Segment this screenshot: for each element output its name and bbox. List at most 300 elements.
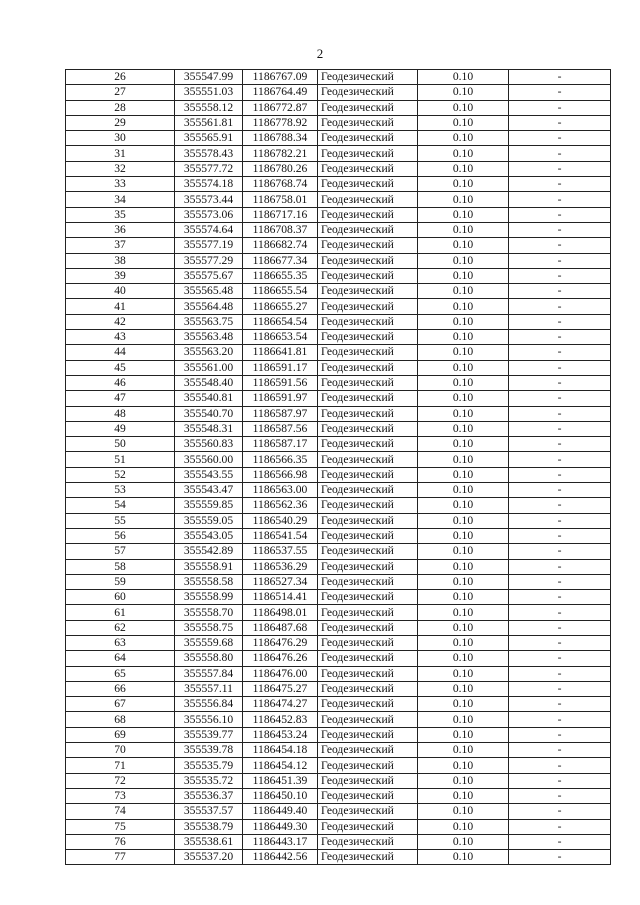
method-cell: Геодезический bbox=[318, 391, 418, 406]
x-coordinate-cell: 355559.05 bbox=[175, 513, 243, 528]
precision-cell: 0.10 bbox=[418, 177, 509, 192]
point-number-cell: 71 bbox=[66, 758, 175, 773]
y-coordinate-cell: 1186514.41 bbox=[243, 590, 318, 605]
method-cell: Геодезический bbox=[318, 727, 418, 742]
method-cell: Геодезический bbox=[318, 115, 418, 130]
table-row bbox=[66, 727, 611, 742]
precision-cell: 0.10 bbox=[418, 666, 509, 681]
note-cell: - bbox=[509, 253, 611, 268]
point-number-cell: 45 bbox=[66, 360, 175, 375]
point-number-cell: 64 bbox=[66, 651, 175, 666]
note-cell: - bbox=[509, 437, 611, 452]
note-cell: - bbox=[509, 498, 611, 513]
point-number-cell: 74 bbox=[66, 804, 175, 819]
table-row bbox=[66, 100, 611, 115]
note-cell: - bbox=[509, 131, 611, 146]
note-cell: - bbox=[509, 406, 611, 421]
y-coordinate-cell: 1186454.12 bbox=[243, 758, 318, 773]
precision-cell: 0.10 bbox=[418, 222, 509, 237]
note-cell: - bbox=[509, 391, 611, 406]
method-cell: Геодезический bbox=[318, 299, 418, 314]
x-coordinate-cell: 355535.72 bbox=[175, 773, 243, 788]
table-row bbox=[66, 131, 611, 146]
table-row bbox=[66, 268, 611, 283]
note-cell: - bbox=[509, 743, 611, 758]
x-coordinate-cell: 355561.00 bbox=[175, 360, 243, 375]
point-number-cell: 42 bbox=[66, 314, 175, 329]
precision-cell: 0.10 bbox=[418, 330, 509, 345]
table-row bbox=[66, 85, 611, 100]
precision-cell: 0.10 bbox=[418, 268, 509, 283]
point-number-cell: 39 bbox=[66, 268, 175, 283]
y-coordinate-cell: 1186454.18 bbox=[243, 743, 318, 758]
point-number-cell: 70 bbox=[66, 743, 175, 758]
y-coordinate-cell: 1186788.34 bbox=[243, 131, 318, 146]
method-cell: Геодезический bbox=[318, 467, 418, 482]
x-coordinate-cell: 355537.20 bbox=[175, 850, 243, 865]
table-row bbox=[66, 498, 611, 513]
point-number-cell: 33 bbox=[66, 177, 175, 192]
note-cell: - bbox=[509, 727, 611, 742]
point-number-cell: 41 bbox=[66, 299, 175, 314]
note-cell: - bbox=[509, 207, 611, 222]
precision-cell: 0.10 bbox=[418, 437, 509, 452]
y-coordinate-cell: 1186653.54 bbox=[243, 330, 318, 345]
point-number-cell: 55 bbox=[66, 513, 175, 528]
note-cell: - bbox=[509, 544, 611, 559]
x-coordinate-cell: 355561.81 bbox=[175, 115, 243, 130]
precision-cell: 0.10 bbox=[418, 620, 509, 635]
point-number-cell: 43 bbox=[66, 330, 175, 345]
x-coordinate-cell: 355535.79 bbox=[175, 758, 243, 773]
method-cell: Геодезический bbox=[318, 697, 418, 712]
method-cell: Геодезический bbox=[318, 177, 418, 192]
method-cell: Геодезический bbox=[318, 161, 418, 176]
note-cell: - bbox=[509, 330, 611, 345]
y-coordinate-cell: 1186591.97 bbox=[243, 391, 318, 406]
precision-cell: 0.10 bbox=[418, 467, 509, 482]
method-cell: Геодезический bbox=[318, 681, 418, 696]
precision-cell: 0.10 bbox=[418, 421, 509, 436]
x-coordinate-cell: 355558.80 bbox=[175, 651, 243, 666]
point-number-cell: 30 bbox=[66, 131, 175, 146]
precision-cell: 0.10 bbox=[418, 146, 509, 161]
y-coordinate-cell: 1186476.26 bbox=[243, 651, 318, 666]
point-number-cell: 46 bbox=[66, 375, 175, 390]
note-cell: - bbox=[509, 222, 611, 237]
precision-cell: 0.10 bbox=[418, 681, 509, 696]
method-cell: Геодезический bbox=[318, 666, 418, 681]
point-number-cell: 75 bbox=[66, 819, 175, 834]
point-number-cell: 29 bbox=[66, 115, 175, 130]
method-cell: Геодезический bbox=[318, 421, 418, 436]
precision-cell: 0.10 bbox=[418, 131, 509, 146]
y-coordinate-cell: 1186566.98 bbox=[243, 467, 318, 482]
y-coordinate-cell: 1186451.39 bbox=[243, 773, 318, 788]
y-coordinate-cell: 1186487.68 bbox=[243, 620, 318, 635]
table-row bbox=[66, 177, 611, 192]
point-number-cell: 49 bbox=[66, 421, 175, 436]
table-row bbox=[66, 115, 611, 130]
method-cell: Геодезический bbox=[318, 819, 418, 834]
point-number-cell: 72 bbox=[66, 773, 175, 788]
point-number-cell: 37 bbox=[66, 238, 175, 253]
note-cell: - bbox=[509, 697, 611, 712]
method-cell: Геодезический bbox=[318, 635, 418, 650]
x-coordinate-cell: 355559.85 bbox=[175, 498, 243, 513]
x-coordinate-cell: 355558.12 bbox=[175, 100, 243, 115]
coordinates-table bbox=[65, 69, 611, 865]
note-cell: - bbox=[509, 146, 611, 161]
precision-cell: 0.10 bbox=[418, 100, 509, 115]
note-cell: - bbox=[509, 467, 611, 482]
method-cell: Геодезический bbox=[318, 544, 418, 559]
y-coordinate-cell: 1186474.27 bbox=[243, 697, 318, 712]
precision-cell: 0.10 bbox=[418, 727, 509, 742]
note-cell: - bbox=[509, 850, 611, 865]
x-coordinate-cell: 355557.84 bbox=[175, 666, 243, 681]
y-coordinate-cell: 1186772.87 bbox=[243, 100, 318, 115]
table-row bbox=[66, 513, 611, 528]
note-cell: - bbox=[509, 712, 611, 727]
method-cell: Геодезический bbox=[318, 834, 418, 849]
y-coordinate-cell: 1186476.29 bbox=[243, 635, 318, 650]
y-coordinate-cell: 1186767.09 bbox=[243, 70, 318, 85]
table-row bbox=[66, 804, 611, 819]
x-coordinate-cell: 355539.78 bbox=[175, 743, 243, 758]
precision-cell: 0.10 bbox=[418, 406, 509, 421]
table-row bbox=[66, 452, 611, 467]
y-coordinate-cell: 1186708.37 bbox=[243, 222, 318, 237]
precision-cell: 0.10 bbox=[418, 850, 509, 865]
y-coordinate-cell: 1186540.29 bbox=[243, 513, 318, 528]
table-row bbox=[66, 773, 611, 788]
note-cell: - bbox=[509, 819, 611, 834]
point-number-cell: 28 bbox=[66, 100, 175, 115]
y-coordinate-cell: 1186587.17 bbox=[243, 437, 318, 452]
precision-cell: 0.10 bbox=[418, 651, 509, 666]
precision-cell: 0.10 bbox=[418, 819, 509, 834]
precision-cell: 0.10 bbox=[418, 161, 509, 176]
note-cell: - bbox=[509, 299, 611, 314]
y-coordinate-cell: 1186591.17 bbox=[243, 360, 318, 375]
y-coordinate-cell: 1186655.27 bbox=[243, 299, 318, 314]
point-number-cell: 61 bbox=[66, 605, 175, 620]
precision-cell: 0.10 bbox=[418, 360, 509, 375]
note-cell: - bbox=[509, 192, 611, 207]
method-cell: Геодезический bbox=[318, 70, 418, 85]
y-coordinate-cell: 1186449.30 bbox=[243, 819, 318, 834]
x-coordinate-cell: 355556.10 bbox=[175, 712, 243, 727]
table-row bbox=[66, 819, 611, 834]
precision-cell: 0.10 bbox=[418, 528, 509, 543]
method-cell: Геодезический bbox=[318, 590, 418, 605]
x-coordinate-cell: 355547.99 bbox=[175, 70, 243, 85]
table-row bbox=[66, 238, 611, 253]
note-cell: - bbox=[509, 574, 611, 589]
x-coordinate-cell: 355558.70 bbox=[175, 605, 243, 620]
note-cell: - bbox=[509, 85, 611, 100]
precision-cell: 0.10 bbox=[418, 207, 509, 222]
x-coordinate-cell: 355560.83 bbox=[175, 437, 243, 452]
x-coordinate-cell: 355558.75 bbox=[175, 620, 243, 635]
table-row bbox=[66, 590, 611, 605]
y-coordinate-cell: 1186566.35 bbox=[243, 452, 318, 467]
note-cell: - bbox=[509, 773, 611, 788]
point-number-cell: 66 bbox=[66, 681, 175, 696]
y-coordinate-cell: 1186527.34 bbox=[243, 574, 318, 589]
point-number-cell: 35 bbox=[66, 207, 175, 222]
x-coordinate-cell: 355538.61 bbox=[175, 834, 243, 849]
x-coordinate-cell: 355540.81 bbox=[175, 391, 243, 406]
method-cell: Геодезический bbox=[318, 651, 418, 666]
table-row bbox=[66, 375, 611, 390]
method-cell: Геодезический bbox=[318, 253, 418, 268]
x-coordinate-cell: 355577.72 bbox=[175, 161, 243, 176]
y-coordinate-cell: 1186654.54 bbox=[243, 314, 318, 329]
y-coordinate-cell: 1186498.01 bbox=[243, 605, 318, 620]
method-cell: Геодезический bbox=[318, 360, 418, 375]
y-coordinate-cell: 1186587.97 bbox=[243, 406, 318, 421]
x-coordinate-cell: 355563.75 bbox=[175, 314, 243, 329]
method-cell: Геодезический bbox=[318, 437, 418, 452]
table-row bbox=[66, 161, 611, 176]
method-cell: Геодезический bbox=[318, 620, 418, 635]
y-coordinate-cell: 1186541.54 bbox=[243, 528, 318, 543]
note-cell: - bbox=[509, 620, 611, 635]
y-coordinate-cell: 1186768.74 bbox=[243, 177, 318, 192]
method-cell: Геодезический bbox=[318, 330, 418, 345]
x-coordinate-cell: 355557.11 bbox=[175, 681, 243, 696]
precision-cell: 0.10 bbox=[418, 284, 509, 299]
x-coordinate-cell: 355543.47 bbox=[175, 483, 243, 498]
method-cell: Геодезический bbox=[318, 498, 418, 513]
point-number-cell: 31 bbox=[66, 146, 175, 161]
note-cell: - bbox=[509, 284, 611, 299]
precision-cell: 0.10 bbox=[418, 635, 509, 650]
x-coordinate-cell: 355558.99 bbox=[175, 590, 243, 605]
note-cell: - bbox=[509, 788, 611, 803]
point-number-cell: 73 bbox=[66, 788, 175, 803]
x-coordinate-cell: 355556.84 bbox=[175, 697, 243, 712]
y-coordinate-cell: 1186758.01 bbox=[243, 192, 318, 207]
point-number-cell: 36 bbox=[66, 222, 175, 237]
page-number: 2 bbox=[316, 46, 324, 61]
y-coordinate-cell: 1186641.81 bbox=[243, 345, 318, 360]
table-row bbox=[66, 222, 611, 237]
point-number-cell: 69 bbox=[66, 727, 175, 742]
table-row bbox=[66, 406, 611, 421]
table-row bbox=[66, 437, 611, 452]
y-coordinate-cell: 1186443.17 bbox=[243, 834, 318, 849]
x-coordinate-cell: 355539.77 bbox=[175, 727, 243, 742]
point-number-cell: 50 bbox=[66, 437, 175, 452]
point-number-cell: 47 bbox=[66, 391, 175, 406]
precision-cell: 0.10 bbox=[418, 238, 509, 253]
table-row bbox=[66, 681, 611, 696]
point-number-cell: 76 bbox=[66, 834, 175, 849]
precision-cell: 0.10 bbox=[418, 544, 509, 559]
y-coordinate-cell: 1186717.16 bbox=[243, 207, 318, 222]
method-cell: Геодезический bbox=[318, 850, 418, 865]
table-row bbox=[66, 299, 611, 314]
y-coordinate-cell: 1186563.00 bbox=[243, 483, 318, 498]
point-number-cell: 57 bbox=[66, 544, 175, 559]
x-coordinate-cell: 355537.57 bbox=[175, 804, 243, 819]
y-coordinate-cell: 1186591.56 bbox=[243, 375, 318, 390]
y-coordinate-cell: 1186450.10 bbox=[243, 788, 318, 803]
note-cell: - bbox=[509, 161, 611, 176]
x-coordinate-cell: 355574.18 bbox=[175, 177, 243, 192]
precision-cell: 0.10 bbox=[418, 513, 509, 528]
precision-cell: 0.10 bbox=[418, 115, 509, 130]
x-coordinate-cell: 355558.91 bbox=[175, 559, 243, 574]
point-number-cell: 54 bbox=[66, 498, 175, 513]
precision-cell: 0.10 bbox=[418, 192, 509, 207]
x-coordinate-cell: 355578.43 bbox=[175, 146, 243, 161]
table-row bbox=[66, 70, 611, 85]
precision-cell: 0.10 bbox=[418, 559, 509, 574]
y-coordinate-cell: 1186780.26 bbox=[243, 161, 318, 176]
table-row bbox=[66, 146, 611, 161]
x-coordinate-cell: 355560.00 bbox=[175, 452, 243, 467]
note-cell: - bbox=[509, 452, 611, 467]
x-coordinate-cell: 355543.05 bbox=[175, 528, 243, 543]
point-number-cell: 56 bbox=[66, 528, 175, 543]
y-coordinate-cell: 1186677.34 bbox=[243, 253, 318, 268]
x-coordinate-cell: 355575.67 bbox=[175, 268, 243, 283]
x-coordinate-cell: 355577.19 bbox=[175, 238, 243, 253]
x-coordinate-cell: 355542.89 bbox=[175, 544, 243, 559]
method-cell: Геодезический bbox=[318, 758, 418, 773]
table-row bbox=[66, 253, 611, 268]
precision-cell: 0.10 bbox=[418, 697, 509, 712]
precision-cell: 0.10 bbox=[418, 70, 509, 85]
table-row bbox=[66, 207, 611, 222]
x-coordinate-cell: 355558.58 bbox=[175, 574, 243, 589]
x-coordinate-cell: 355538.79 bbox=[175, 819, 243, 834]
table-row bbox=[66, 284, 611, 299]
y-coordinate-cell: 1186782.21 bbox=[243, 146, 318, 161]
method-cell: Геодезический bbox=[318, 222, 418, 237]
precision-cell: 0.10 bbox=[418, 758, 509, 773]
y-coordinate-cell: 1186655.35 bbox=[243, 268, 318, 283]
point-number-cell: 52 bbox=[66, 467, 175, 482]
note-cell: - bbox=[509, 834, 611, 849]
note-cell: - bbox=[509, 115, 611, 130]
precision-cell: 0.10 bbox=[418, 85, 509, 100]
method-cell: Геодезический bbox=[318, 192, 418, 207]
y-coordinate-cell: 1186449.40 bbox=[243, 804, 318, 819]
note-cell: - bbox=[509, 375, 611, 390]
y-coordinate-cell: 1186562.36 bbox=[243, 498, 318, 513]
precision-cell: 0.10 bbox=[418, 483, 509, 498]
table-row bbox=[66, 192, 611, 207]
method-cell: Геодезический bbox=[318, 406, 418, 421]
note-cell: - bbox=[509, 666, 611, 681]
x-coordinate-cell: 355548.31 bbox=[175, 421, 243, 436]
x-coordinate-cell: 355574.64 bbox=[175, 222, 243, 237]
x-coordinate-cell: 355565.48 bbox=[175, 284, 243, 299]
precision-cell: 0.10 bbox=[418, 299, 509, 314]
precision-cell: 0.10 bbox=[418, 788, 509, 803]
point-number-cell: 38 bbox=[66, 253, 175, 268]
method-cell: Геодезический bbox=[318, 131, 418, 146]
point-number-cell: 59 bbox=[66, 574, 175, 589]
precision-cell: 0.10 bbox=[418, 391, 509, 406]
table-row bbox=[66, 758, 611, 773]
method-cell: Геодезический bbox=[318, 559, 418, 574]
y-coordinate-cell: 1186476.00 bbox=[243, 666, 318, 681]
x-coordinate-cell: 355573.06 bbox=[175, 207, 243, 222]
coordinates-table-body bbox=[66, 70, 611, 865]
x-coordinate-cell: 355563.48 bbox=[175, 330, 243, 345]
x-coordinate-cell: 355573.44 bbox=[175, 192, 243, 207]
table-row bbox=[66, 834, 611, 849]
method-cell: Геодезический bbox=[318, 804, 418, 819]
table-row bbox=[66, 666, 611, 681]
table-row bbox=[66, 620, 611, 635]
precision-cell: 0.10 bbox=[418, 834, 509, 849]
point-number-cell: 67 bbox=[66, 697, 175, 712]
method-cell: Геодезический bbox=[318, 345, 418, 360]
note-cell: - bbox=[509, 345, 611, 360]
table-row bbox=[66, 697, 611, 712]
note-cell: - bbox=[509, 483, 611, 498]
point-number-cell: 77 bbox=[66, 850, 175, 865]
table-row bbox=[66, 360, 611, 375]
x-coordinate-cell: 355563.20 bbox=[175, 345, 243, 360]
note-cell: - bbox=[509, 421, 611, 436]
point-number-cell: 60 bbox=[66, 590, 175, 605]
method-cell: Геодезический bbox=[318, 314, 418, 329]
note-cell: - bbox=[509, 268, 611, 283]
note-cell: - bbox=[509, 605, 611, 620]
note-cell: - bbox=[509, 758, 611, 773]
note-cell: - bbox=[509, 513, 611, 528]
table-row bbox=[66, 712, 611, 727]
table-row bbox=[66, 483, 611, 498]
table-row bbox=[66, 743, 611, 758]
note-cell: - bbox=[509, 651, 611, 666]
y-coordinate-cell: 1186682.74 bbox=[243, 238, 318, 253]
point-number-cell: 53 bbox=[66, 483, 175, 498]
table-row bbox=[66, 391, 611, 406]
table-row bbox=[66, 421, 611, 436]
precision-cell: 0.10 bbox=[418, 590, 509, 605]
precision-cell: 0.10 bbox=[418, 345, 509, 360]
point-number-cell: 26 bbox=[66, 70, 175, 85]
table-row bbox=[66, 788, 611, 803]
y-coordinate-cell: 1186764.49 bbox=[243, 85, 318, 100]
precision-cell: 0.10 bbox=[418, 773, 509, 788]
method-cell: Геодезический bbox=[318, 100, 418, 115]
table-row bbox=[66, 330, 611, 345]
note-cell: - bbox=[509, 314, 611, 329]
method-cell: Геодезический bbox=[318, 528, 418, 543]
y-coordinate-cell: 1186587.56 bbox=[243, 421, 318, 436]
precision-cell: 0.10 bbox=[418, 498, 509, 513]
precision-cell: 0.10 bbox=[418, 712, 509, 727]
table-row bbox=[66, 651, 611, 666]
method-cell: Геодезический bbox=[318, 483, 418, 498]
point-number-cell: 58 bbox=[66, 559, 175, 574]
x-coordinate-cell: 355551.03 bbox=[175, 85, 243, 100]
method-cell: Геодезический bbox=[318, 238, 418, 253]
y-coordinate-cell: 1186475.27 bbox=[243, 681, 318, 696]
x-coordinate-cell: 355543.55 bbox=[175, 467, 243, 482]
note-cell: - bbox=[509, 635, 611, 650]
